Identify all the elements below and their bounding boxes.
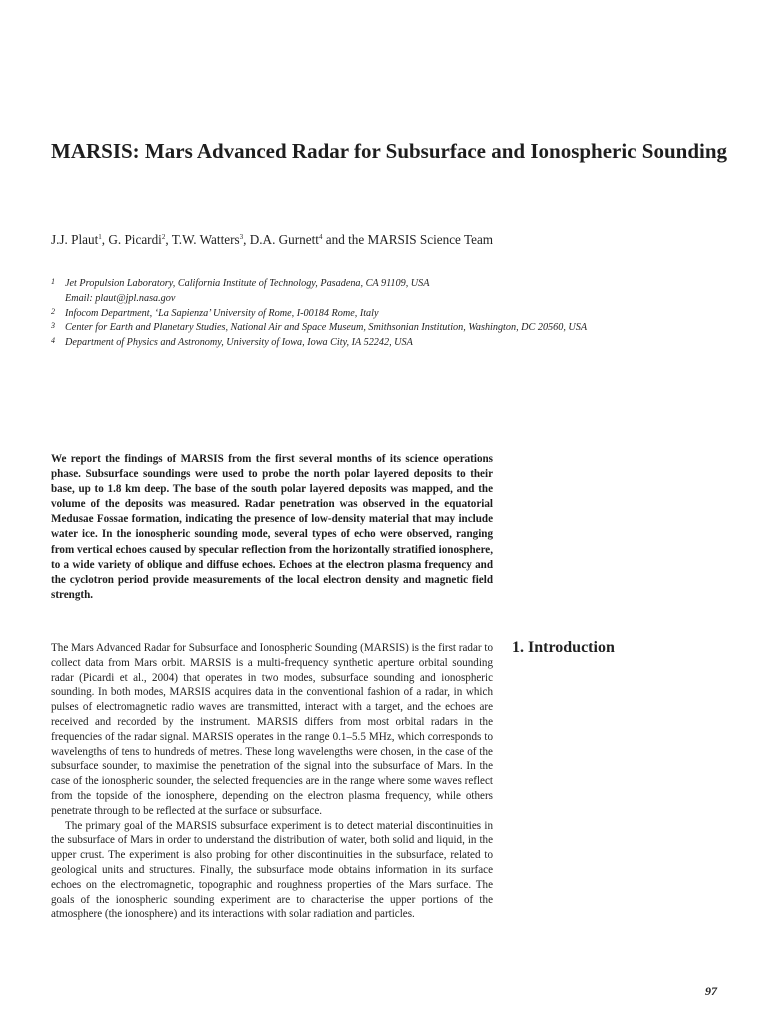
author-separator: , [243,232,250,247]
author-name: D.A. Gurnett [249,232,319,247]
section-body [51,641,493,922]
abstract: We report the findings of MARSIS from the first several months of its science operations phase. Subsurface soundings were used to probe the north polar layered deposits to their base, up to 1.8 km deep. The base of the south polar layered deposits was mapped, and the volume of the deposits was measured. Radar penetration was observed in the equatorial Medusae Fossae formation, indicating the presence of low-density material that may include water ice. In the ionospheric sounding mode, several types of echo were observed, ranging from vertical echoes caused by specular reflection from the horizontally stratified ionosphere, to a wide variety of oblique and diffuse echoes. Echoes at the electron plasma frequency and the cyclotron period provide measurements of the local electron density and magnetic field strength. [51,453,493,601]
author-list [51,232,731,248]
author-name: J.J. Plaut [51,232,99,247]
section-heading: 1. Introduction [512,639,615,656]
page-number: 97 [705,984,717,998]
affiliation-text: Department of Physics and Astronomy, University of Iowa, Iowa City, IA 52242, USA [65,337,413,349]
affiliation-number: 1 [51,277,55,286]
affiliation-item [51,321,741,336]
author-name: G. Picardi [108,232,162,247]
author-affiliation-mark: 3 [239,233,244,241]
author-separator: , [101,232,109,247]
affiliation-text: Infocom Department, ‘La Sapienza’ University of Rome, I-00184 Rome, Italy [65,307,379,319]
author-separator: , [165,232,172,247]
affiliation-item [51,336,741,351]
affiliation-item [51,277,741,292]
author-separator: and the MARSIS Science Team [322,232,494,247]
affiliation-number: 4 [51,336,55,346]
paper-title: MARSIS: Mars Advanced Radar for Subsurface and Ionospheric Sounding [51,139,728,163]
email-text: Email: plaut@jpl.nasa.gov [65,292,176,304]
author-affiliation-mark: 2 [161,233,166,241]
affiliation-text: Jet Propulsion Laboratory, California Institute of Technology, Pasadena, CA 91109, USA [65,278,430,289]
author-affiliation-mark: 4 [318,233,323,241]
affiliation-number: 2 [51,306,55,316]
affiliation-list [51,277,741,351]
body-paragraph: The Mars Advanced Radar for Subsurface and Ionospheric Sounding (MARSIS) is the first radar to collect data from Mars orbit. MARSIS is a multi-frequency synthetic aperture orbital sounding radar (Picardi et al., 2004) that operates in two modes, subsurface sounding and ionospheric sounding. In both modes, MARSIS acquires data in the conventional fashion of a radar, in which pulses of electromagnetic radio waves are transmitted, interact with a target, and the echoes are received and recorded by the instrument. MARSIS differs from most orbital radars in the frequencies of the radar signal. MARSIS operates in the range 0.1–5.5 MHz, which corresponds to wavelengths of tens to hundreds of metres. These long wavelengths were chosen, in the case of the subsurface sounder, to maximise the penetration of the signal into the subsurface of Mars. In the case of the ionospheric sounder, the selected frequencies are in the range where some waves reflect from the topside of the ionosphere, depending on the electron plasma frequency, while others penetrate through to be reflected at the surface or subsurface. [51,642,493,817]
affiliation-number: 3 [51,321,55,331]
body-paragraph: The primary goal of the MARSIS subsurface experiment is to detect material discontinuities in the subsurface of Mars in order to understand the distribution of water, both solid and liquid, in the upper crust. The experiment is also probing for other discontinuities in the subsurface, related to geological units and structures. Finally, the subsurface mode obtains information in its surface echoes on the electromagnetic, topographic and roughness properties of the Mars surface. The goals of the ionospheric sounding experiment are to characterise the upper portions of the atmosphere (the ionosphere) and its interactions with solar radiation and particles. [51,819,493,921]
affiliation-text: Center for Earth and Planetary Studies, National Air and Space Museum, Smithsonian Institution, Washington, DC 20560, USA [65,322,588,334]
affiliation-email [51,292,741,307]
author-name: T.W. Watters [171,232,240,247]
affiliation-item [51,307,741,322]
author-affiliation-mark: 1 [98,233,102,241]
